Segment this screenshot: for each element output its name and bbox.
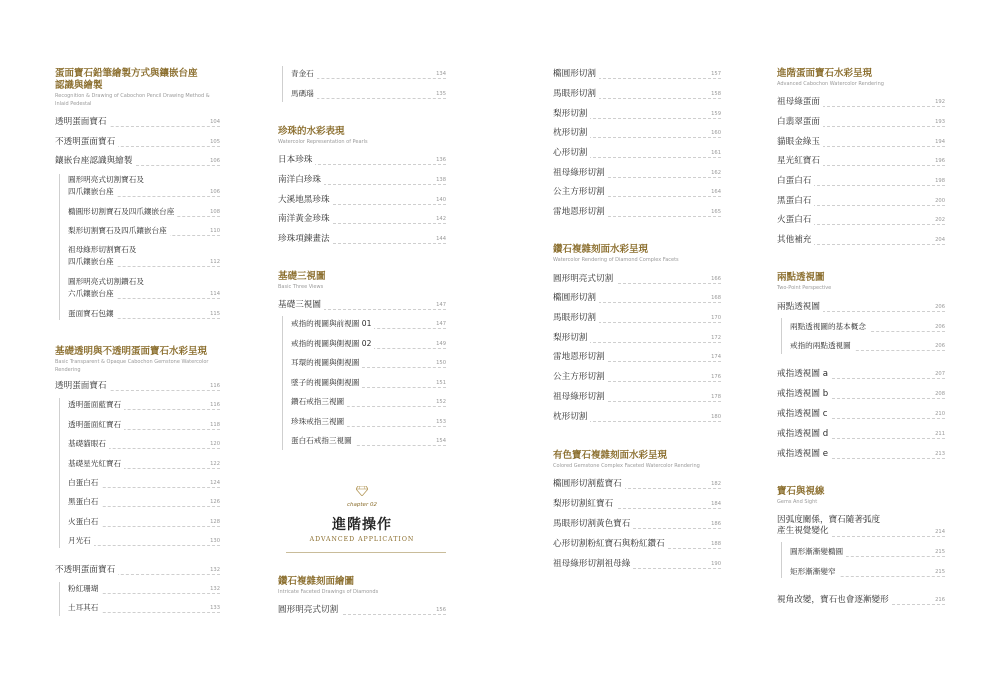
toc-entry[interactable]: 白蛋白石 198 bbox=[777, 176, 945, 186]
page-number: 186 bbox=[708, 520, 721, 528]
page-number: 207 bbox=[932, 370, 945, 378]
page-number: 118 bbox=[207, 421, 220, 429]
page-number: 114 bbox=[207, 290, 220, 298]
page-number: 110 bbox=[207, 227, 220, 235]
section-subtitle: Inlaid Pedestal bbox=[55, 100, 92, 107]
section-subtitle: Colored Gemstone Complex Faceted Watercolor Rendering bbox=[553, 463, 700, 469]
section-heading bbox=[278, 576, 446, 596]
section-title: 鑽石複雜刻面水彩呈現 bbox=[553, 244, 649, 255]
section-title: 蛋面寶石鉛筆繪製方式與鑲嵌台座 bbox=[55, 68, 198, 79]
section-title: 認識與繪製 bbox=[55, 80, 103, 91]
page-number: 216 bbox=[932, 596, 945, 604]
page-number: 196 bbox=[932, 157, 945, 165]
toc-entry[interactable]: 日本珍珠 136 bbox=[278, 155, 446, 165]
page-number: 142 bbox=[433, 215, 446, 223]
toc-subentry[interactable]: 土耳其石 133 bbox=[68, 603, 220, 612]
page-number: 198 bbox=[932, 177, 945, 185]
section-subtitle: Recognition & Drawing of Cabochon Pencil Drawing Method & bbox=[55, 93, 210, 99]
toc-entry[interactable]: 雷地恩形切割 174 bbox=[553, 352, 721, 362]
page-number: 112 bbox=[207, 258, 220, 266]
page-number: 211 bbox=[932, 430, 945, 438]
toc-entry[interactable]: 心形切割粉紅寶石與粉紅鑽石 188 bbox=[553, 539, 721, 549]
page-number: 161 bbox=[708, 149, 721, 157]
page-number: 188 bbox=[708, 540, 721, 548]
toc-subentry[interactable]: 墜子的視圖與側視圖 151 bbox=[291, 378, 446, 387]
toc-subentry[interactable]: 耳環的視圖與側視圖 150 bbox=[291, 358, 446, 367]
page-number: 215 bbox=[932, 568, 945, 576]
page-number: 206 bbox=[932, 303, 945, 311]
toc-subentry[interactable]: 兩點透視圖的基本概念 206 bbox=[790, 322, 945, 331]
section-heading bbox=[278, 126, 446, 146]
page-number: 104 bbox=[207, 118, 220, 126]
page-number: 115 bbox=[207, 310, 220, 318]
toc-entry[interactable]: 祖母綠形切割祖母綠 190 bbox=[553, 559, 721, 569]
section-title: 寶石與視線 bbox=[777, 486, 825, 497]
toc-entry[interactable]: 大溪地黑珍珠 140 bbox=[278, 195, 446, 205]
page-number: 128 bbox=[207, 518, 220, 526]
toc-entry[interactable]: 南洋白珍珠 138 bbox=[278, 175, 446, 185]
toc-subentry[interactable]: 圓形漸漸變橢圓 215 bbox=[790, 547, 945, 556]
page-number: 215 bbox=[932, 548, 945, 556]
page-number: 108 bbox=[207, 208, 220, 216]
page-number: 144 bbox=[433, 235, 446, 243]
section-subtitle: Watercolor Rendering of Diamond Complex Facets bbox=[553, 257, 679, 263]
toc-entry[interactable]: 珍珠項鍊畫法 144 bbox=[278, 234, 446, 244]
toc-subentry[interactable]: 粉紅珊瑚 132 bbox=[68, 584, 220, 593]
toc-subentry[interactable]: 蛋面寶石包鑲 115 bbox=[68, 309, 220, 318]
toc-subentry[interactable]: 珍珠戒指三視圖 153 bbox=[291, 417, 446, 426]
page-number: 156 bbox=[433, 606, 446, 614]
page-number: 202 bbox=[932, 216, 945, 224]
toc-entry[interactable]: 梨形切割紅寶石 184 bbox=[553, 499, 721, 509]
toc-subentry[interactable]: 祖母綠形切割寶石及 四爪鑲嵌台座 112 bbox=[68, 245, 220, 266]
page-number: 193 bbox=[932, 118, 945, 126]
chapter-title: 進階操作 bbox=[332, 517, 392, 533]
toc-subentry[interactable]: 馬碼瑙 135 bbox=[291, 89, 446, 98]
toc-subentry[interactable]: 蛋白石戒指三視圖 154 bbox=[291, 436, 446, 445]
toc-subentry[interactable]: 矩形漸漸變窄 215 bbox=[790, 567, 945, 576]
toc-entry[interactable]: 祖母綠形切割 178 bbox=[553, 392, 721, 402]
page-number: 165 bbox=[708, 208, 721, 216]
toc-entry[interactable]: 戒指透視圖 e 213 bbox=[777, 449, 945, 459]
toc-entry[interactable]: 馬眼形切割黃色寶石 186 bbox=[553, 519, 721, 529]
page-number: 157 bbox=[708, 70, 721, 78]
page-number: 192 bbox=[932, 98, 945, 106]
page-number: 158 bbox=[708, 90, 721, 98]
section-heading bbox=[777, 68, 945, 88]
page-number: 134 bbox=[433, 70, 446, 78]
page-number: 122 bbox=[207, 460, 220, 468]
toc-entry[interactable]: 南洋黃金珍珠 142 bbox=[278, 214, 446, 224]
divider bbox=[286, 552, 446, 553]
section-heading bbox=[278, 271, 446, 291]
toc-entry[interactable]: 兩點透視圖 206 bbox=[777, 302, 945, 312]
toc-entry[interactable]: 透明蛋面寶石 104 bbox=[55, 117, 220, 127]
section-subtitle: Gems And Sight bbox=[777, 499, 818, 505]
section-title: 進階蛋面寶石水彩呈現 bbox=[777, 68, 873, 79]
section-heading bbox=[553, 244, 721, 264]
section-title: 有色寶石複雜刻面水彩呈現 bbox=[553, 450, 668, 461]
toc-subentry[interactable]: 基礎貓眼石 120 bbox=[68, 439, 220, 448]
page-number: 184 bbox=[708, 500, 721, 508]
sub-list-rule bbox=[282, 316, 283, 450]
page-number: 138 bbox=[433, 176, 446, 184]
toc-entry[interactable]: 心形切割 161 bbox=[553, 148, 721, 158]
toc-entry[interactable]: 馬眼形切割 158 bbox=[553, 89, 721, 99]
toc-entry[interactable]: 不透明蛋面寶石 105 bbox=[55, 137, 220, 147]
toc-entry[interactable]: 黑蛋白石 200 bbox=[777, 196, 945, 206]
toc-subentry[interactable]: 戒指的兩點透視圖 206 bbox=[790, 341, 945, 350]
section-title: 鑽石複雜刻面繪圖 bbox=[278, 576, 355, 587]
page-number: 120 bbox=[207, 440, 220, 448]
toc-entry[interactable]: 祖母綠形切割 162 bbox=[553, 168, 721, 178]
page-number: 206 bbox=[932, 342, 945, 350]
page-number: 164 bbox=[708, 188, 721, 196]
section-heading bbox=[777, 272, 945, 292]
toc-entry[interactable]: 戒指透視圖 b 208 bbox=[777, 389, 945, 399]
page-number: 150 bbox=[433, 359, 446, 367]
page-number: 116 bbox=[207, 401, 220, 409]
toc-entry[interactable]: 火蛋白石 202 bbox=[777, 215, 945, 225]
toc-entry[interactable]: 貓眼金綠玉 194 bbox=[777, 137, 945, 147]
sub-list-rule bbox=[59, 398, 60, 548]
toc-entry[interactable]: 雷地恩形切割 165 bbox=[553, 207, 721, 217]
page-number: 130 bbox=[207, 537, 220, 545]
page-number: 132 bbox=[207, 585, 220, 593]
toc-subentry[interactable]: 鑽石戒指三視圖 152 bbox=[291, 397, 446, 406]
page-number: 180 bbox=[708, 413, 721, 421]
page-number: 153 bbox=[433, 418, 446, 426]
page-number: 170 bbox=[708, 314, 721, 322]
toc-subentry[interactable]: 火蛋白石 128 bbox=[68, 517, 220, 526]
section-title: 基礎透明與不透明蛋面寶石水彩呈現 bbox=[55, 346, 208, 357]
page-number: 174 bbox=[708, 353, 721, 361]
page-number: 206 bbox=[932, 323, 945, 331]
toc-entry[interactable]: 白翡翠蛋面 193 bbox=[777, 117, 945, 127]
page-number: 208 bbox=[932, 390, 945, 398]
toc-subentry[interactable]: 戒指的視圖與側視圖 02 149 bbox=[291, 339, 446, 348]
sub-list-rule bbox=[781, 318, 782, 354]
toc-entry[interactable]: 梨形切割 159 bbox=[553, 109, 721, 119]
section-title: 兩點透視圖 bbox=[777, 272, 825, 283]
page-number: 154 bbox=[433, 437, 446, 445]
sub-list-rule bbox=[781, 542, 782, 578]
page-number: 105 bbox=[207, 138, 220, 146]
page-number: 162 bbox=[708, 169, 721, 177]
toc-subentry[interactable]: 梨形切割寶石及四爪鑲嵌台座 110 bbox=[68, 226, 220, 235]
toc-entry[interactable]: 戒指透視圖 a 207 bbox=[777, 369, 945, 379]
toc-subentry[interactable]: 圓形明亮式切割寶石及 四爪鑲嵌台座 106 bbox=[68, 175, 220, 196]
toc-entry[interactable]: 星光紅寶石 196 bbox=[777, 156, 945, 166]
page-number: 204 bbox=[932, 236, 945, 244]
sub-list-rule bbox=[282, 66, 283, 102]
page-number: 149 bbox=[433, 340, 446, 348]
section-heading bbox=[553, 450, 721, 470]
page-number: 194 bbox=[932, 138, 945, 146]
toc-entry[interactable]: 因弧度關係，寶石隨著弧度 產生視覺變化 214 bbox=[777, 515, 945, 536]
section-heading bbox=[55, 346, 220, 373]
page-number: 213 bbox=[932, 450, 945, 458]
toc-entry[interactable]: 梨形切割 172 bbox=[553, 333, 721, 343]
page-number: 172 bbox=[708, 334, 721, 342]
page-number: 168 bbox=[708, 294, 721, 302]
toc-entry[interactable]: 戒指透視圖 d 211 bbox=[777, 429, 945, 439]
toc-subentry[interactable]: 月光石 130 bbox=[68, 536, 220, 545]
section-subtitle: Intricate Faceted Drawings of Diamonds bbox=[278, 589, 379, 595]
section-subtitle: Advanced Cabochon Watercolor Rendering bbox=[777, 81, 884, 87]
toc-entry[interactable]: 祖母綠蛋面 192 bbox=[777, 97, 945, 107]
section-heading bbox=[55, 68, 220, 107]
page-number: 147 bbox=[433, 320, 446, 328]
toc-entry[interactable]: 透明蛋面寶石 116 bbox=[55, 381, 220, 391]
toc-subentry[interactable]: 戒指的視圖與前視圖 01 147 bbox=[291, 319, 446, 328]
page-number: 133 bbox=[207, 604, 220, 612]
toc-entry[interactable]: 圓形明亮式切割 166 bbox=[553, 274, 721, 284]
page-number: 151 bbox=[433, 379, 446, 387]
page-number: 136 bbox=[433, 156, 446, 164]
page-number: 124 bbox=[207, 479, 220, 487]
toc-subentry[interactable]: 基礎星光紅寶石 122 bbox=[68, 459, 220, 468]
page-number: 178 bbox=[708, 393, 721, 401]
toc-entry[interactable]: 枕形切割 180 bbox=[553, 412, 721, 422]
toc-subentry[interactable]: 透明蛋面藍寶石 116 bbox=[68, 400, 220, 409]
page-number: 190 bbox=[708, 560, 721, 568]
page-number: 159 bbox=[708, 110, 721, 118]
page-number: 160 bbox=[708, 129, 721, 137]
toc-entry[interactable]: 鑲嵌台座認識與繪製 106 bbox=[55, 156, 220, 166]
section-heading bbox=[777, 486, 945, 506]
page-number: 182 bbox=[708, 480, 721, 488]
toc-subentry[interactable]: 橢圓形切割寶石及四爪鑲嵌台座 108 bbox=[68, 207, 220, 216]
toc-subentry[interactable]: 圓形明亮式切割鑽石及 六爪鑲嵌台座 114 bbox=[68, 277, 220, 298]
section-subtitle: Rendering bbox=[55, 366, 81, 373]
toc-entry[interactable]: 公主方形切割 164 bbox=[553, 187, 721, 197]
toc-entry[interactable]: 公主方形切割 176 bbox=[553, 372, 721, 382]
page-number: 132 bbox=[207, 566, 220, 574]
section-title: 基礎三視圖 bbox=[278, 271, 326, 282]
toc-entry[interactable]: 圓形明亮式切割 156 bbox=[278, 605, 446, 615]
page-number: 166 bbox=[708, 275, 721, 283]
toc-subentry[interactable]: 透明蛋面紅寶石 118 bbox=[68, 420, 220, 429]
toc-entry[interactable]: 馬眼形切割 170 bbox=[553, 313, 721, 323]
toc-entry[interactable]: 枕形切割 160 bbox=[553, 128, 721, 138]
section-subtitle: Basic Transparent & Opaque Cabochon Gemstone Watercolor bbox=[55, 359, 209, 365]
page-number: 176 bbox=[708, 373, 721, 381]
section-subtitle: Watercolor Representation of Pearls bbox=[278, 139, 368, 145]
sub-list-rule bbox=[59, 174, 60, 320]
section-title: 珍珠的水彩表現 bbox=[278, 126, 345, 137]
section-subtitle: Two-Point Perspective bbox=[777, 285, 832, 291]
page-number: 147 bbox=[433, 301, 446, 309]
toc-subentry[interactable]: 白蛋白石 124 bbox=[68, 478, 220, 487]
page-number: 106 bbox=[207, 157, 220, 165]
page-number: 214 bbox=[932, 528, 945, 536]
page-number: 200 bbox=[932, 197, 945, 205]
page-number: 116 bbox=[207, 382, 220, 390]
sub-list-rule bbox=[59, 582, 60, 616]
toc-entry[interactable]: 其他補充 204 bbox=[777, 235, 945, 245]
toc-entry[interactable]: 橢圓形切割 168 bbox=[553, 293, 721, 303]
toc-entry[interactable]: 不透明蛋面寶石 132 bbox=[55, 565, 220, 575]
section-subtitle: Basic Three Views bbox=[278, 284, 324, 290]
toc-entry[interactable]: 基礎三視圖 147 bbox=[278, 300, 446, 310]
page-number: 152 bbox=[433, 398, 446, 406]
chapter-label: chapter 02 bbox=[347, 502, 377, 508]
toc-entry[interactable]: 視角改變，寶石也會逐漸變形 216 bbox=[777, 595, 945, 605]
toc-subentry[interactable]: 青金石 134 bbox=[291, 69, 446, 78]
page-number: 126 bbox=[207, 498, 220, 506]
toc-entry[interactable]: 橢圓形切割 157 bbox=[553, 69, 721, 79]
page-number: 135 bbox=[433, 90, 446, 98]
page-number: 210 bbox=[932, 410, 945, 418]
toc-entry[interactable]: 戒指透視圖 c 210 bbox=[777, 409, 945, 419]
diamond-icon bbox=[356, 486, 368, 496]
page-number: 140 bbox=[433, 196, 446, 204]
chapter-subtitle: ADVANCED APPLICATION bbox=[309, 536, 415, 543]
page-number: 106 bbox=[207, 188, 220, 196]
toc-entry[interactable]: 橢圓形切割藍寶石 182 bbox=[553, 479, 721, 489]
toc-subentry[interactable]: 黑蛋白石 126 bbox=[68, 497, 220, 506]
